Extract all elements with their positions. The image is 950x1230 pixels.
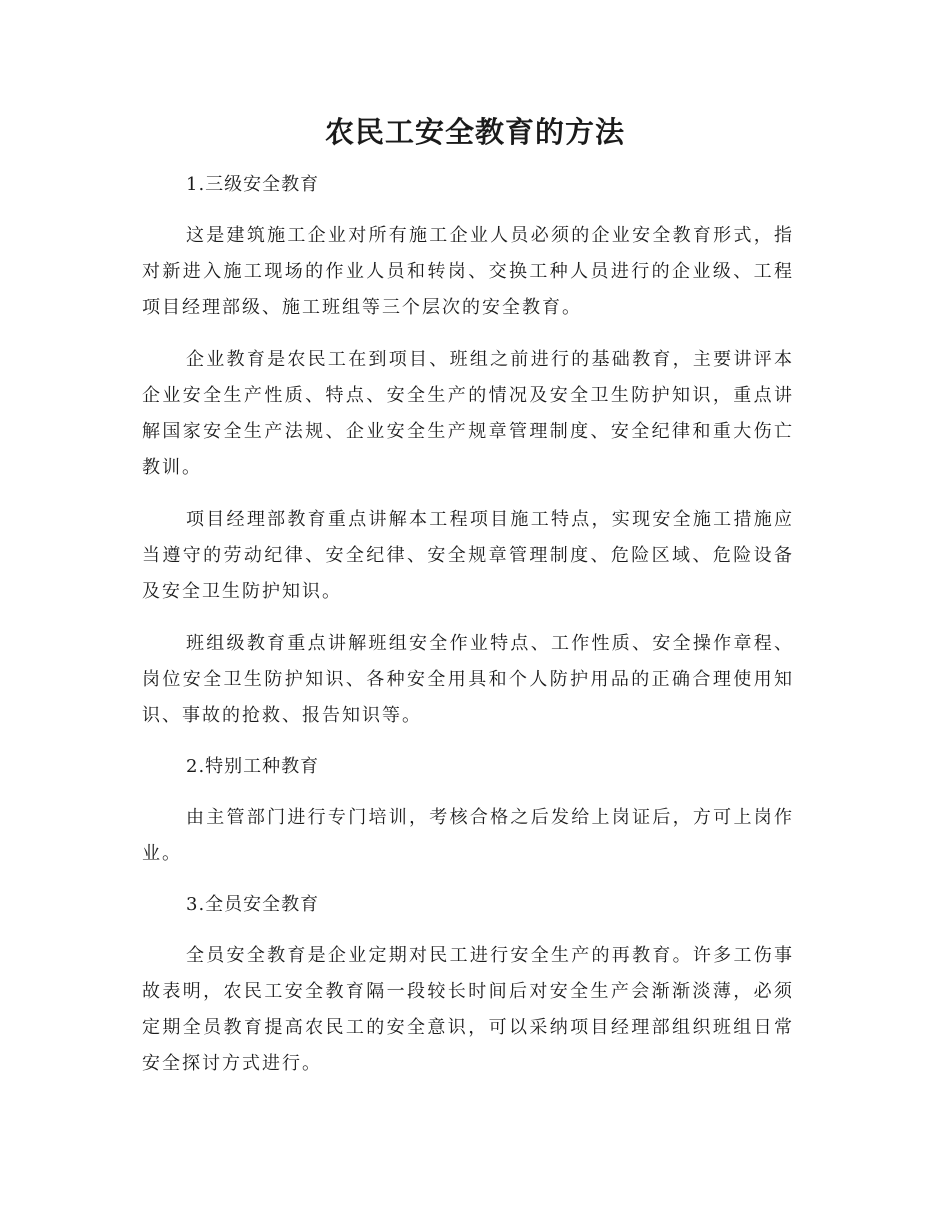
document-title: 农民工安全教育的方法 [324,115,625,149]
paragraph: 这是建筑施工企业对所有施工企业人员必须的企业安全教育形式，指对新进入施工现场的作业人员和转岗、交换工种人员进行的企业级、工程项目经理部级、施工班组等三个层次的安全教育。 [142,225,794,318]
paragraph: 项目经理部教育重点讲解本工程项目施工特点，实现安全施工措施应当遵守的劳动纪律、安全纪律、安全规章管理制度、危险区域、危险设备及安全卫生防护知识。 [142,509,794,602]
section-heading: 1.三级安全教育 [186,174,320,195]
paragraph: 由主管部门进行专门培训，考核合格之后发给上岗证后，方可上岗作业。 [142,807,794,864]
section-heading: 2.特别工种教育 [186,756,320,777]
paragraph: 企业教育是农民工在到项目、班组之前进行的基础教育，主要讲评本企业安全生产性质、特点、安全生产的情况及安全卫生防护知识，重点讲解国家安全生产法规、企业安全生产规章管理制度、安全纪律和重大伤亡教训。 [142,349,794,478]
section-heading: 3.全员安全教育 [186,894,320,915]
paragraph: 全员安全教育是企业定期对民工进行安全生产的再教育。许多工伤事故表明，农民工安全教育隔一段较长时间后对安全生产会渐渐淡薄，必须定期全员教育提高农民工的安全意识，可以采纳项目经理部组织班组日常安全探讨方式进行。 [142,945,794,1074]
paragraph: 班组级教育重点讲解班组安全作业特点、工作性质、安全操作章程、岗位安全卫生防护知识、各种安全用具和个人防护用品的正确合理使用知识、事故的抢救、报告知识等。 [142,633,794,726]
document-body [142,168,794,1098]
